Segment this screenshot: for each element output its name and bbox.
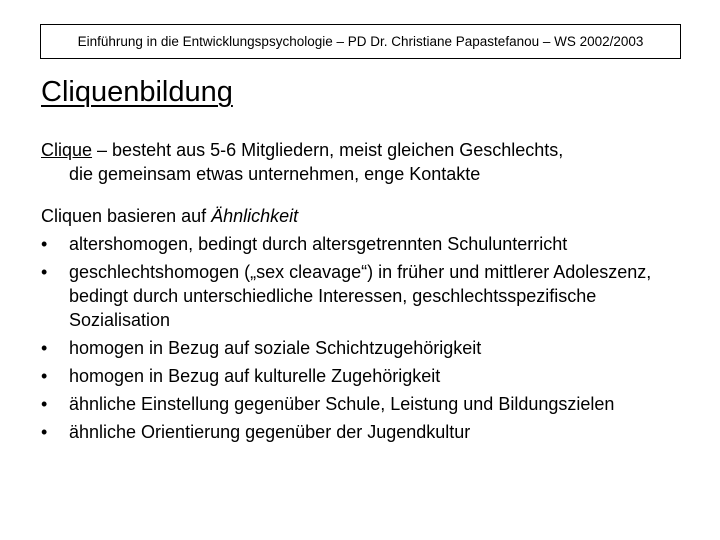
definition-term: Clique (41, 140, 93, 160)
list-item (41, 420, 681, 444)
similarity-list (41, 232, 681, 448)
list-item-text: geschlechtshomogen („sex cleavage“) in früher und mittlerer Adoleszenz, bedingt durch unterschiedliche Interessen, geschlechtsspezifische Sozialisation (69, 262, 652, 330)
basis-prefix: Cliquen basieren auf (41, 206, 212, 226)
list-item-text: ähnliche Einstellung gegenüber Schule, Leistung und Bildungszielen (69, 394, 615, 414)
list-item-text: ähnliche Orientierung gegenüber der Jugendkultur (69, 422, 471, 442)
bullet-icon: • (41, 262, 48, 282)
slide-title: Cliquenbildung (41, 76, 233, 108)
bullet-icon: • (41, 234, 48, 254)
list-item-text: homogen in Bezug auf soziale Schichtzugehörigkeit (69, 338, 482, 358)
definition-line-1: – besteht aus 5-6 Mitgliedern, meist gleichen Geschlechts, (92, 140, 564, 160)
list-item-text: homogen in Bezug auf kulturelle Zugehörigkeit (69, 366, 441, 386)
list-item (41, 364, 681, 388)
course-header (40, 24, 681, 59)
course-header-text: Einführung in die Entwicklungspsychologie – PD Dr. Christiane Papastefanou – WS 2002/2003 (77, 34, 644, 49)
list-item (41, 392, 681, 416)
basis-emphasis: Ähnlichkeit (211, 206, 299, 226)
bullet-icon: • (41, 366, 48, 386)
list-item (41, 232, 681, 256)
list-item-text: altershomogen, bedingt durch altersgetrennten Schulunterricht (69, 234, 568, 254)
basis-heading (41, 204, 298, 228)
clique-definition (41, 138, 681, 186)
list-item (41, 260, 681, 332)
bullet-icon: • (41, 338, 48, 358)
bullet-icon: • (41, 422, 48, 442)
list-item (41, 336, 681, 360)
definition-line-2: die gemeinsam etwas unternehmen, enge Kontakte (69, 164, 481, 184)
bullet-icon: • (41, 394, 48, 414)
